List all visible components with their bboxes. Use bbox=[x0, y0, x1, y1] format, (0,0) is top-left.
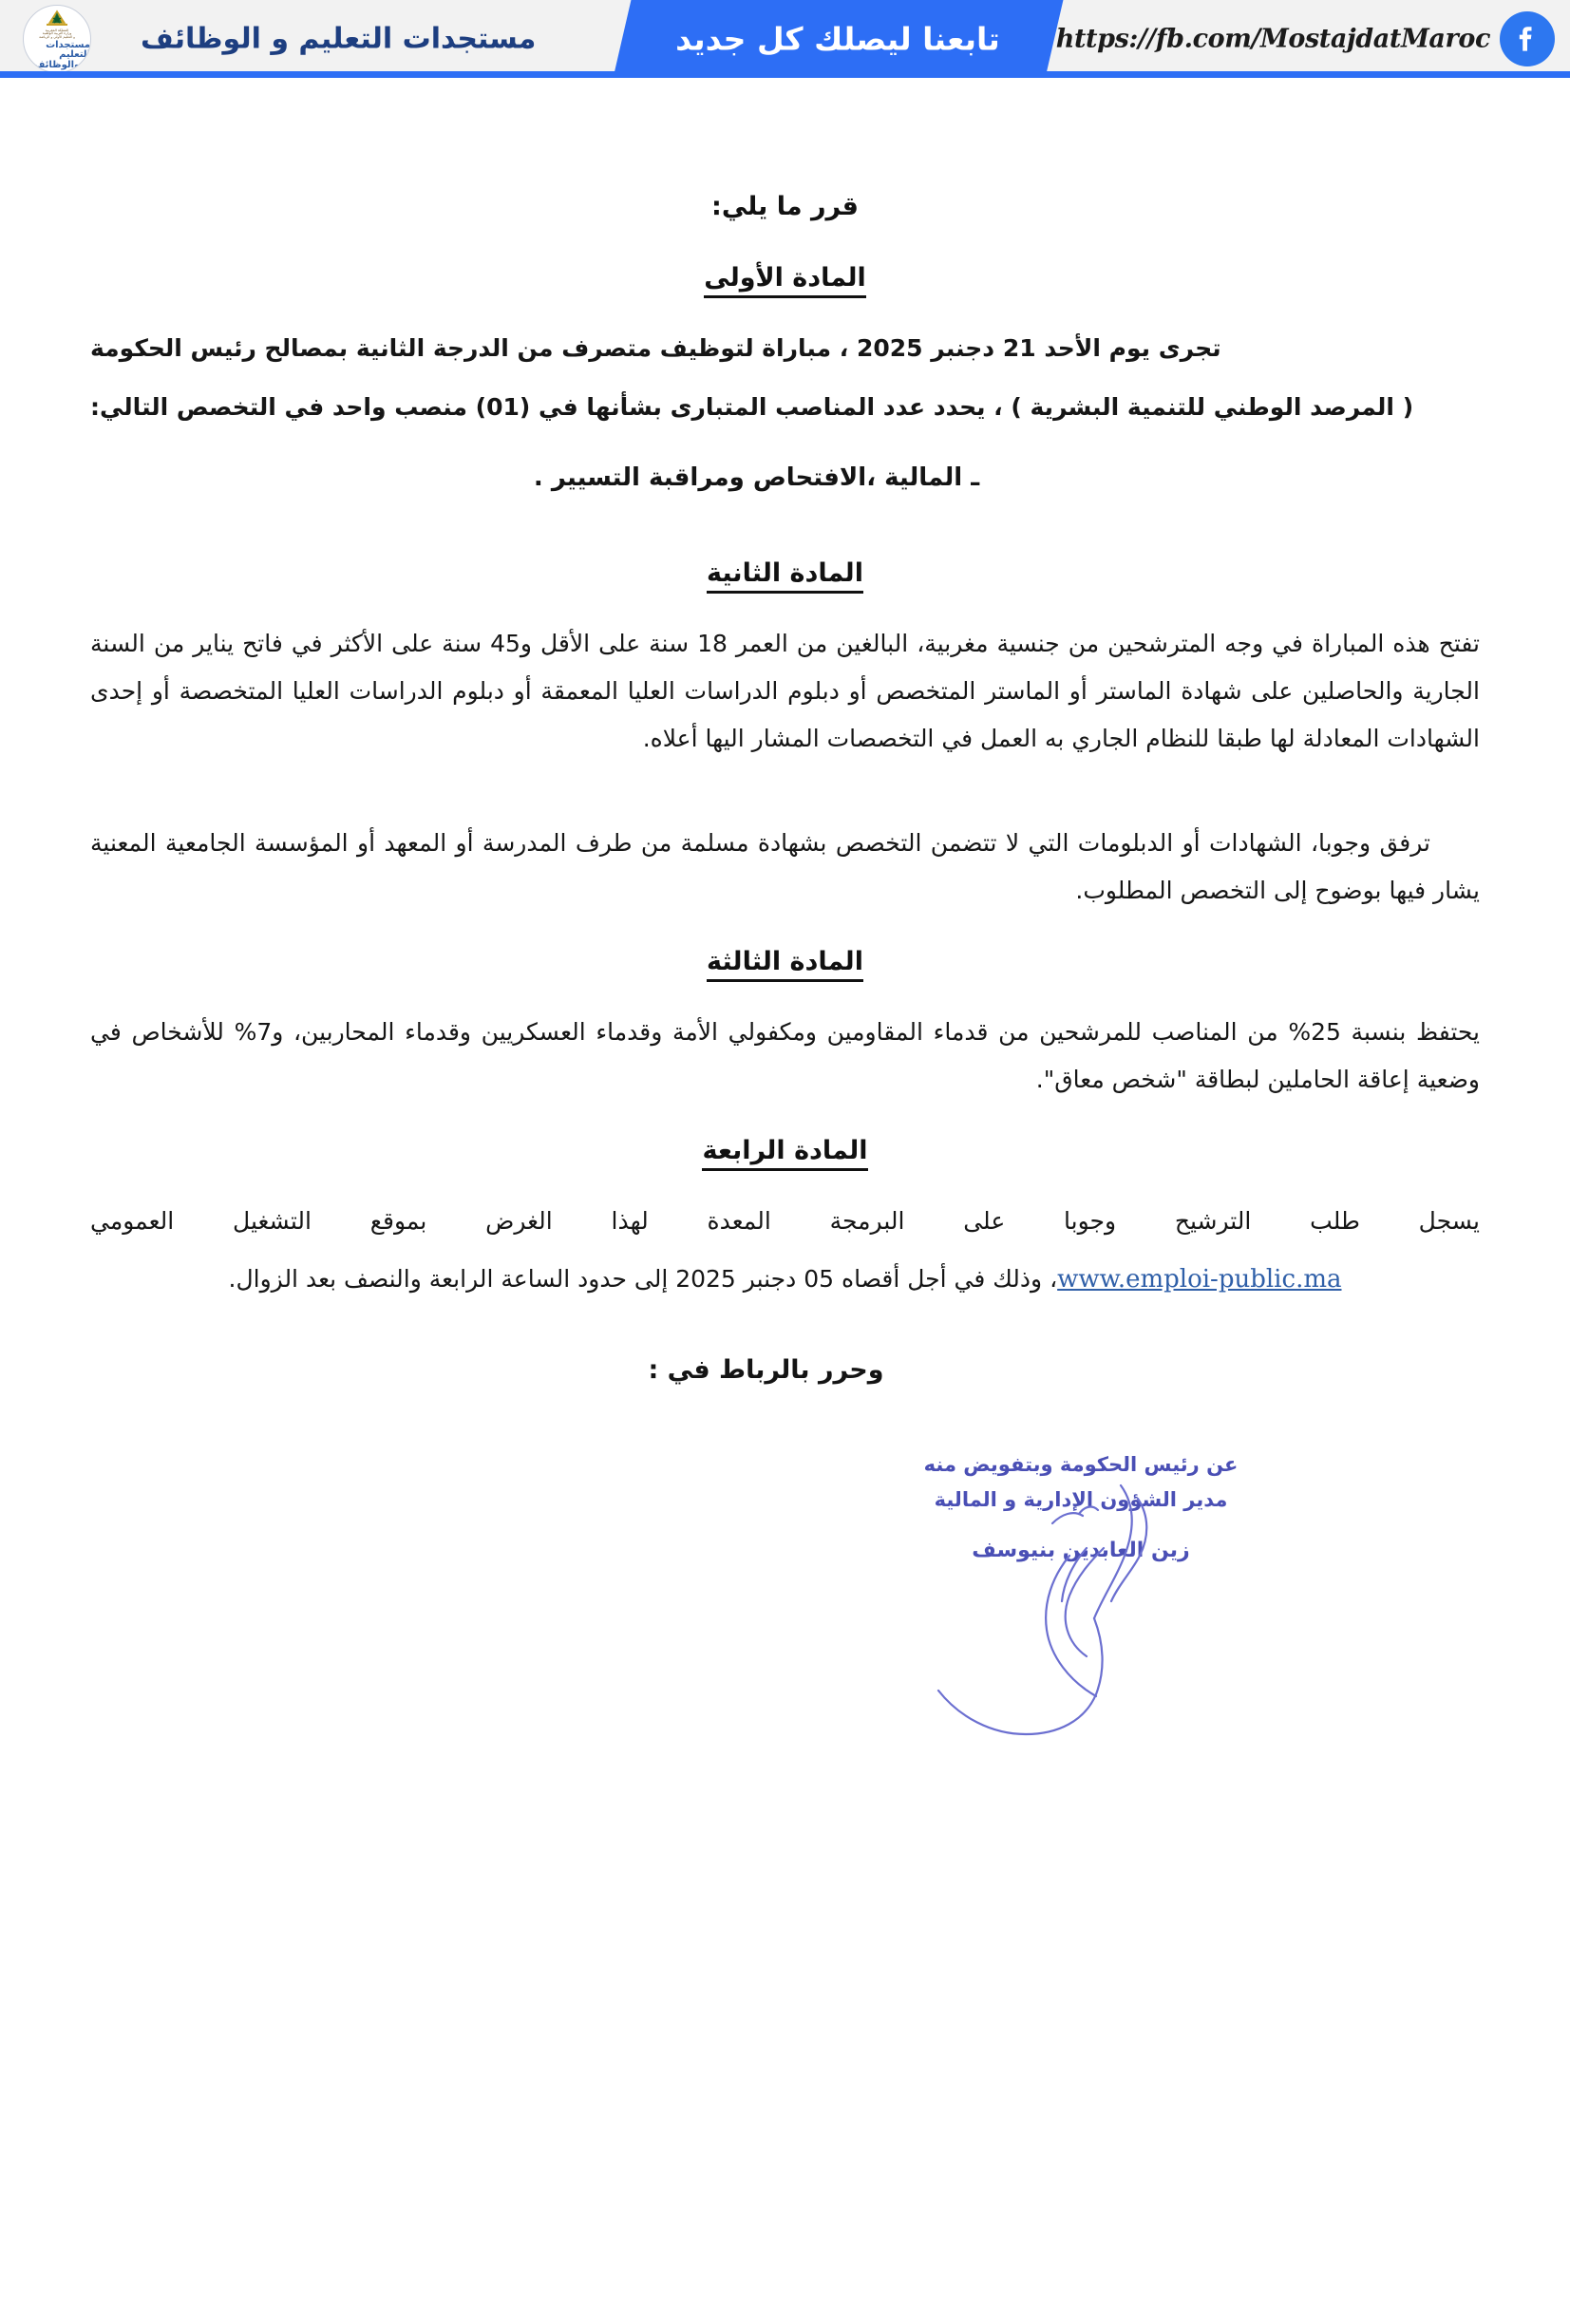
signature-block bbox=[90, 1447, 1480, 1761]
article-3-heading bbox=[90, 947, 1480, 976]
logo-label-line-1: مستجدات التعليم bbox=[46, 39, 90, 61]
article-2-heading bbox=[90, 558, 1480, 588]
signature-authority bbox=[910, 1447, 1252, 1518]
paragraph-spacer bbox=[90, 795, 1480, 820]
article-1-body-line-1: تجرى يوم الأحد 21 دجنبر 2025 ، مباراة لتوظيف متصرف من الدرجة الثانية بمصالح رئيس الحكومة bbox=[90, 334, 1221, 362]
signature-line-1: عن رئيس الحكومة وبتفويض منه bbox=[923, 1453, 1239, 1476]
top-promo-banner bbox=[0, 0, 1570, 78]
document-page bbox=[0, 78, 1570, 1761]
logo-micro-line-3: و التعليم الأولي و الرياضة bbox=[39, 35, 75, 40]
article-1-heading bbox=[90, 263, 1480, 293]
article-1-specialty: ـ المالية ،الافتحاص ومراقبة التسيير . bbox=[533, 463, 980, 492]
logo-micro-line-2: وزارة التربية الوطنية bbox=[42, 31, 72, 36]
article-4-heading-text: المادة الرابعة bbox=[702, 1136, 867, 1171]
signatory-name: زين العابدين بنيوسف bbox=[972, 1539, 1190, 1562]
article-4-line-1: يسجل طلب الترشيح وجوبا على البرمجة المعدة لهذا الغرض بموقع التشغيل العمومي bbox=[90, 1207, 1480, 1235]
article-2-paragraph-2: ترفق وجوبا، الشهادات أو الدبلومات التي لا تتضمن التخصص بشهادة مسلمة من طرف المدرسة أو المعهد أو المؤسسة الجامعية المعنية يشار فيها بوضوح إلى التخصص المطلوب. bbox=[90, 829, 1480, 904]
article-4-heading bbox=[90, 1136, 1480, 1165]
article-1-heading-text: المادة الأولى bbox=[704, 263, 865, 298]
banner-bottom-rule bbox=[0, 71, 1570, 78]
decision-intro: قرر ما يلي: bbox=[711, 192, 859, 221]
cta-text: تابعنا ليصلك كل جديد bbox=[675, 20, 1000, 58]
facebook-icon[interactable] bbox=[1500, 11, 1555, 66]
closing-line: وحرر بالرباط في : bbox=[648, 1355, 884, 1385]
ministry-logo bbox=[23, 5, 91, 73]
article-3-paragraph: يحتفظ بنسبة 25% من المناصب للمرشحين من قدماء المقاومين ومكفولي الأمة وقدماء العسكريين وقدماء المحاربين، و7% للأشخاص في وضعية إعاقة الحاملين لبطاقة "شخص معاق". bbox=[90, 1018, 1480, 1093]
brand-title: مستجدات التعليم و الوظائف bbox=[141, 22, 537, 56]
article-4-line-2 bbox=[90, 1255, 1480, 1304]
article-1-body-line-2: ( المرصد الوطني للتنمية البشرية ) ، يحدد عدد المناصب المتبارى بشأنها في (01) منصب واحد في التخصص التالي: bbox=[90, 393, 1414, 421]
signature-line-2: مدير الشؤون الإدارية و المالية bbox=[934, 1487, 1228, 1511]
document-sheet bbox=[0, 78, 1570, 1761]
morocco-crest-icon bbox=[45, 8, 69, 28]
emploi-public-link[interactable]: www.emploi-public.ma bbox=[1057, 1265, 1342, 1294]
logo-label-line-2: والوظائف bbox=[33, 59, 81, 70]
article-4-line-2-text: ، وذلك في أجل أقصاه 05 دجنبر 2025 إلى حدود الساعة الرابعة والنصف بعد الزوال. bbox=[228, 1265, 1058, 1293]
article-2-heading-text: المادة الثانية bbox=[707, 558, 863, 594]
article-2-paragraph-1: تفتح هذه المباراة في وجه المترشحين من جنسية مغربية، البالغين من العمر 18 سنة على الأقل و45 سنة على الأكثر في فاتح يناير من السنة الجارية والحاصلين على شهادة الماستر أو الماستر المتخصص أو دبلوم الدراسات العليا المعمقة أو دبلوم الدراسات العليا المتخصصة أو إحدى الشهادات المعادلة لها طبقا للنظام الجاري به العمل في التخصصات المشار اليها أعلاه. bbox=[90, 630, 1481, 752]
logo-micro-line-1: المملكة المغربية bbox=[45, 28, 69, 32]
facebook-url-text[interactable]: https://fb.com/MostajdatMaroc bbox=[1055, 24, 1490, 54]
article-3-heading-text: المادة الثالثة bbox=[707, 947, 863, 982]
